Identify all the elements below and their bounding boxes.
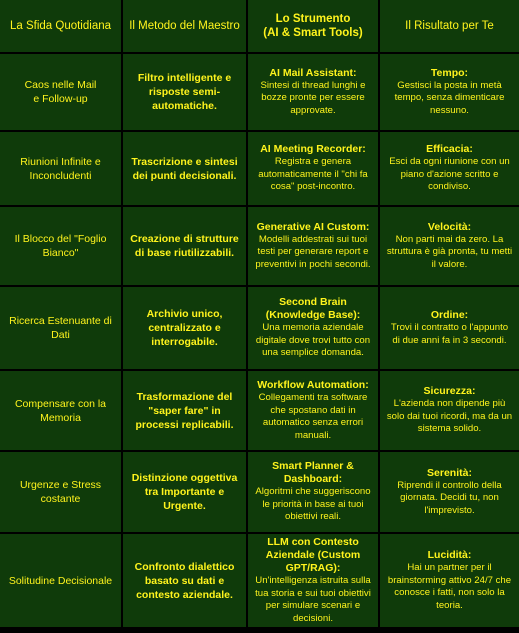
row-method: Trascrizione e sintesi dei punti decisionali.	[123, 132, 246, 205]
result-title: Efficacia:	[426, 143, 473, 156]
result-description: L'azienda non dipende più solo dai tuoi ricordi, ma da un sistema solido.	[386, 398, 513, 435]
row-tool	[248, 207, 378, 285]
tool-description: Una memoria aziendale digitale dove trovi tutto con una semplice domanda.	[255, 322, 371, 359]
row-method: Trasformazione del "saper fare" in processi replicabili.	[123, 371, 246, 450]
row-tool	[248, 371, 378, 450]
row-result	[380, 54, 519, 130]
header-challenge: La Sfida Quotidiana	[0, 0, 121, 52]
result-description: Non parti mai da zero. La struttura è già pronta, tu metti il valore.	[386, 233, 513, 270]
result-description: Hai un partner per il brainstorming attivo 24/7 che conosce i fatti, non solo la teoria.	[387, 562, 512, 611]
result-description: Trovi il contratto o l'appunto di due anni fa in 3 secondi.	[390, 322, 509, 346]
row-challenge: Urgenze e Stress costante	[0, 452, 121, 532]
row-challenge: Compensare con la Memoria	[0, 371, 121, 450]
tool-description: Sintesi di thread lunghi e bozze pronte per essere approvate.	[260, 79, 366, 116]
tool-description: Registra e genera automaticamente il "chi fa cosa" post-incontro.	[258, 156, 368, 193]
row-result	[380, 132, 519, 205]
tool-title: Smart Planner & Dashboard:	[272, 460, 354, 486]
result-title: Lucidità:	[427, 549, 472, 561]
tool-title: Workflow Automation:	[257, 379, 369, 391]
row-tool	[248, 54, 378, 130]
header-tool: Lo Strumento (AI & Smart Tools)	[248, 0, 378, 52]
result-title: Sicurezza:	[423, 385, 476, 398]
result-description: Riprendi il controllo della giornata. Decidi tu, non l'imprevisto.	[397, 479, 502, 516]
tool-title: AI Meeting Recorder:	[260, 143, 366, 156]
tool-title: AI Mail Assistant:	[269, 66, 357, 79]
row-challenge: Il Blocco del "Foglio Bianco"	[0, 207, 121, 285]
result-title: Ordine:	[430, 309, 469, 321]
result-description: Gestisci la posta in metà tempo, senza dimenticare nessuno.	[394, 79, 505, 116]
header-method: Il Metodo del Maestro	[123, 0, 246, 52]
result-title: Serenità:	[427, 466, 472, 479]
row-tool	[248, 452, 378, 532]
row-result	[380, 287, 519, 369]
row-method: Filtro intelligente e risposte semi-automatiche.	[123, 54, 246, 130]
row-result	[380, 452, 519, 532]
tool-title: LLM con Contesto Aziendale (Custom GPT/RAG):	[265, 536, 361, 574]
tool-description: Modelli addestrati sui tuoi testi per generare report e preventivi in pochi secondi.	[255, 233, 371, 270]
tool-title: Generative AI Custom:	[256, 220, 370, 233]
row-challenge: Riunioni Infinite e Inconcludenti	[0, 132, 121, 205]
tool-description: Collegamenti tra software che spostano dati in automatico senza errori manuali.	[258, 392, 368, 441]
row-method: Confronto dialettico basato su dati e contesto aziendale.	[123, 534, 246, 627]
header-result: Il Risultato per Te	[380, 0, 519, 52]
row-method: Archivio unico, centralizzato e interrogabile.	[123, 287, 246, 369]
result-title: Tempo:	[430, 66, 469, 79]
row-challenge: Ricerca Estenuante di Dati	[0, 287, 121, 369]
tool-description: Algoritmi che suggeriscono le priorità in base ai tuoi obiettivi reali.	[255, 486, 371, 523]
row-result	[380, 534, 519, 627]
row-tool	[248, 287, 378, 369]
result-title: Velocità:	[427, 220, 472, 233]
row-challenge: Solitudine Decisionale	[0, 534, 121, 627]
tool-title: Second Brain (Knowledge Base):	[265, 296, 361, 322]
row-result	[380, 207, 519, 285]
row-challenge: Caos nelle Mail e Follow-up	[0, 54, 121, 130]
row-tool	[248, 132, 378, 205]
result-description: Esci da ogni riunione con un piano d'azione scritto e condiviso.	[389, 156, 510, 193]
row-result	[380, 371, 519, 450]
tool-description: Un'intelligenza istruita sulla tua storia e sui tuoi obiettivi per simulare scenari e decisioni.	[255, 575, 371, 624]
row-method: Creazione di strutture di base riutilizzabili.	[123, 207, 246, 285]
row-method: Distinzione oggettiva tra Importante e Urgente.	[123, 452, 246, 532]
row-tool	[248, 534, 378, 627]
